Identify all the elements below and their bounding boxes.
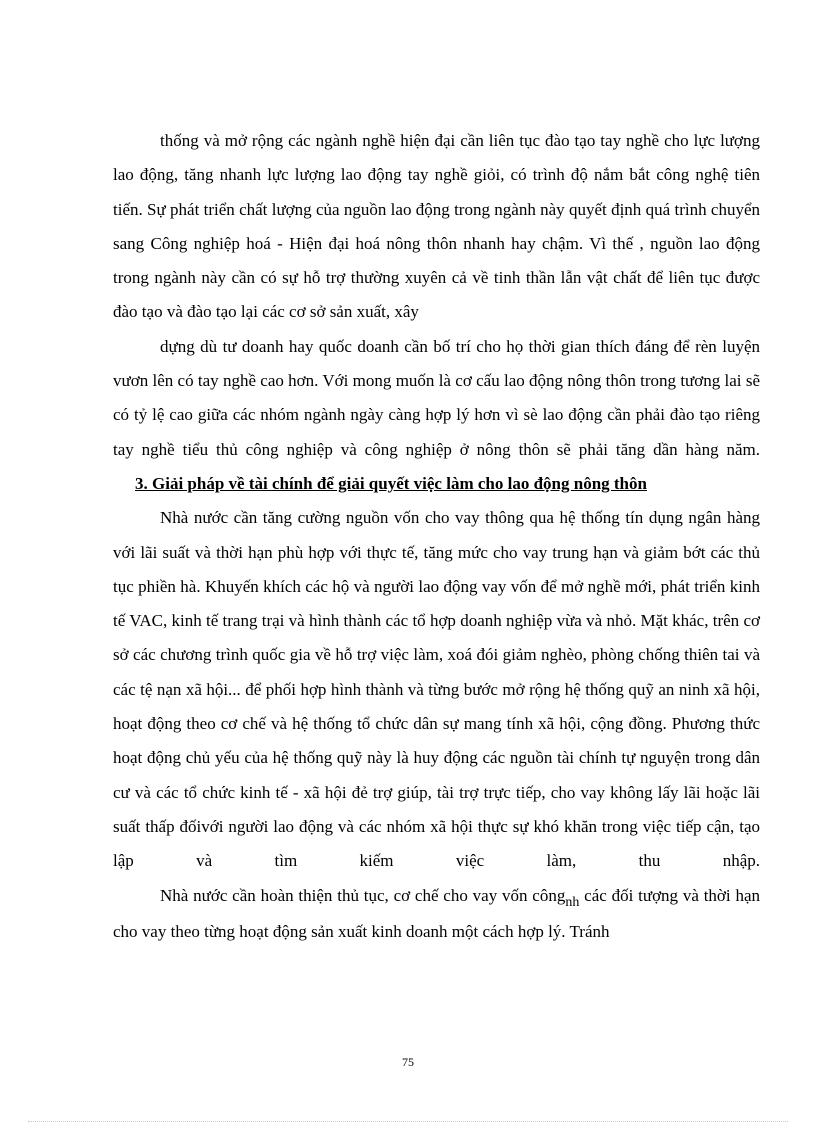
paragraph-2: dựng dù tư doanh hay quốc doanh cần bố trí cho họ thời gian thích đáng để rèn luyện vươn lên có tay nghề cao hơn. Với mong muốn là cơ cấu lao động nông thôn trong tương lai sẽ có tỷ lệ cao giữa các nhóm ngành ngày càng hợp lý hơn vì sè lao động cần phải đào tạo riêng tay nghề tiểu thủ công nghiệp và công nghiệp ở nông thôn sẽ phải tăng dần hàng năm. bbox=[113, 336, 760, 459]
paragraph-4 bbox=[113, 879, 760, 950]
paragraph-4-end: các đối tượng và thời hạn cho vay theo từng hoạt động sản xuất kinh doanh một cách hợp lý. Tránh bbox=[113, 885, 760, 941]
body-text-lower bbox=[113, 467, 760, 949]
page-bottom-divider bbox=[28, 1121, 788, 1122]
paragraph-3: Nhà nước cần tăng cường nguồn vốn cho vay thông qua hệ thống tín dụng ngân hàng với lãi suất và thời hạn phù hợp với thực tế, tăng mức cho vay trung hạn và giảm bớt các thủ tục phiền hà. Khuyến khích các hộ và người lao động vay vốn để mở nghề mới, phát triển kinh tế VAC, kinh tế trang trại và hình thành các tổ hợp doanh nghiệp vừa và nhỏ. Mặt khác, trên cơ sở các chương trình quốc gia về hỗ trợ việc làm, xoá đói giảm nghèo, phòng chống thiên tai và các tệ nạn xã hội... để phối hợp hình thành và từng bước mở rộng hệ thống quỹ an ninh xã hội, hoạt động theo cơ chế và hệ thống tổ chức dân sự mang tính xã hội, cộng đồng. Phương thức hoạt động chủ yếu của hệ thống quỹ này là huy động các nguồn tài chính tự nguyện trong dân cư và các tổ chức kinh tế - xã hội đẻ trợ giúp, tài trợ trực tiếp, cho vay không lấy lãi hoặc lãi suất thấp đốivới người lao động và các nhóm xã hội thực sự khó khăn trong việc tiếp cận, tạo lập và tìm kiếm việc làm, thu nhập. bbox=[113, 508, 760, 871]
body-text-upper bbox=[113, 124, 760, 467]
paragraph-4-fragment: nh bbox=[565, 894, 580, 910]
paragraph-1: thống và mở rộng các ngành nghề hiện đại cần liên tục đào tạo tay nghề cho lực lượng lao động, tăng nhanh lực lượng lao động tay nghề giỏi, có trình độ nắm bắt công nghệ tiên tiến. Sự phát triển chất lượng của nguồn lao động trong ngành này quyết định quá trình chuyển sang Công nghiệp hoá - Hiện đại hoá nông thôn nhanh hay chậm. Vì thế , nguồn lao động trong ngành này cần có sự hỗ trợ thường xuyên cả về tinh thần lẫn vật chất để liên tục được đào tạo và đào tạo lại các cơ sở sản xuất, xây bbox=[113, 131, 760, 322]
paragraph-4-start: Nhà nước cần hoàn thiện thủ tục, cơ chế cho vay vốn công bbox=[160, 885, 566, 905]
section-heading: 3. Giải pháp về tài chính để giải quyết việc làm cho lao động nông thôn bbox=[135, 474, 647, 493]
page-number: 75 bbox=[402, 1055, 414, 1069]
